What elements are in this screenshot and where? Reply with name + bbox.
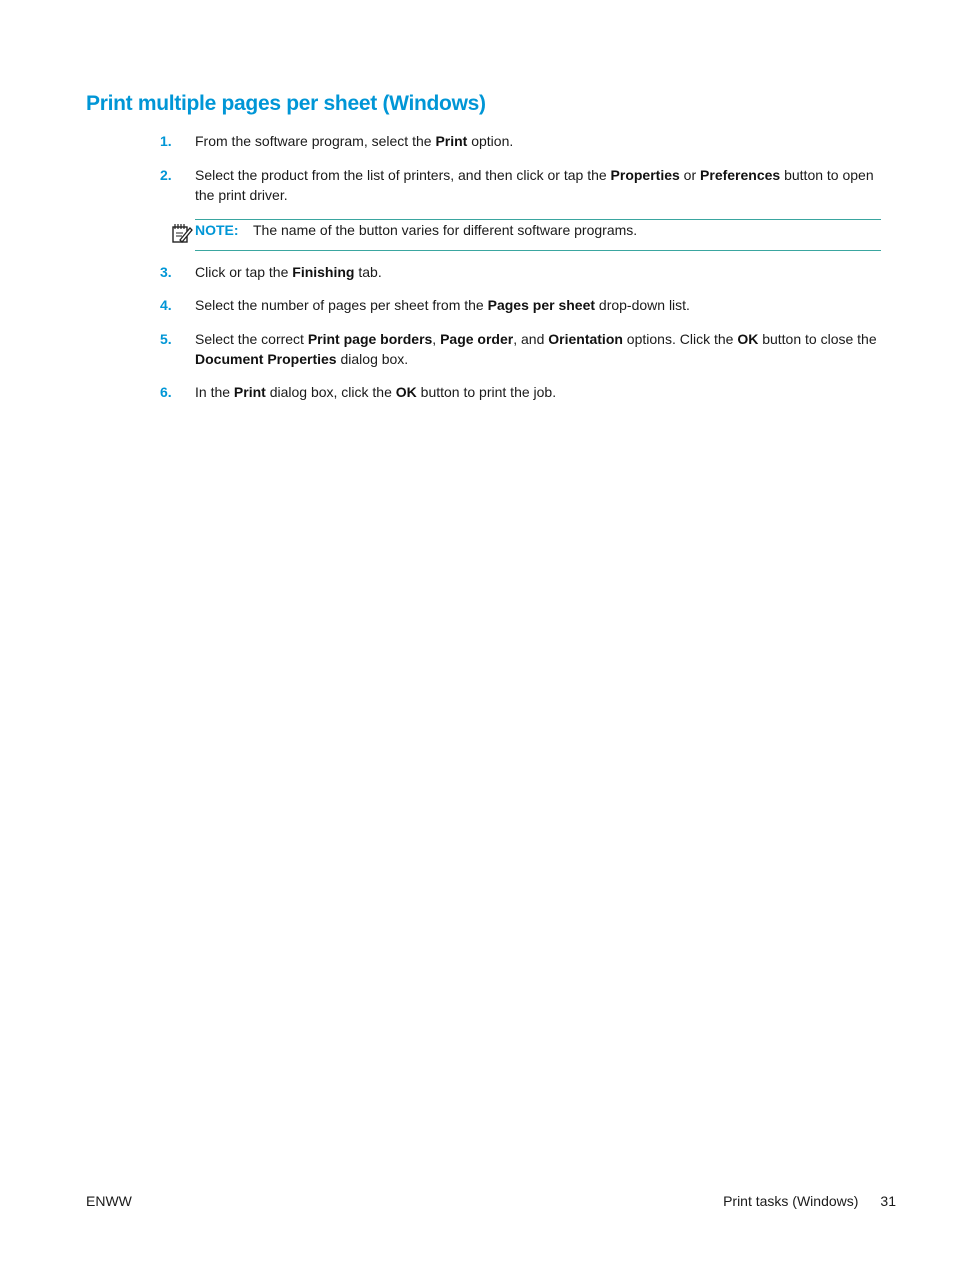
- note-text: The name of the button varies for different software programs.: [253, 222, 638, 238]
- footer-section: Print tasks (Windows): [723, 1193, 859, 1209]
- step-number: 1.: [160, 133, 172, 149]
- page-number: 31: [880, 1193, 896, 1209]
- step-number: 3.: [160, 264, 172, 280]
- step-number: 2.: [160, 167, 172, 183]
- footer-right: [723, 1193, 896, 1209]
- step-text: Click or tap the Finishing tab.: [195, 264, 382, 280]
- note-pencil-icon: [171, 222, 193, 244]
- note-label: NOTE:: [195, 222, 239, 238]
- step-number: 5.: [160, 331, 172, 347]
- step-text: In the Print dialog box, click the OK button to print the job.: [195, 384, 557, 400]
- page-title: Print multiple pages per sheet (Windows): [86, 92, 486, 115]
- note-box: [195, 219, 881, 251]
- step-text: Select the product from the list of printers, and then click or tap the Properties or Preferences button to open the print driver.: [195, 167, 874, 203]
- step-number: 4.: [160, 297, 172, 313]
- step-number: 6.: [160, 384, 172, 400]
- step-text: Select the correct Print page borders, Page order, and Orientation options. Click the OK button to close the Document Properties dialog box.: [195, 331, 877, 367]
- step-text: From the software program, select the Print option.: [195, 133, 514, 149]
- step-text: Select the number of pages per sheet from the Pages per sheet drop-down list.: [195, 297, 690, 313]
- footer-left: ENWW: [86, 1193, 132, 1209]
